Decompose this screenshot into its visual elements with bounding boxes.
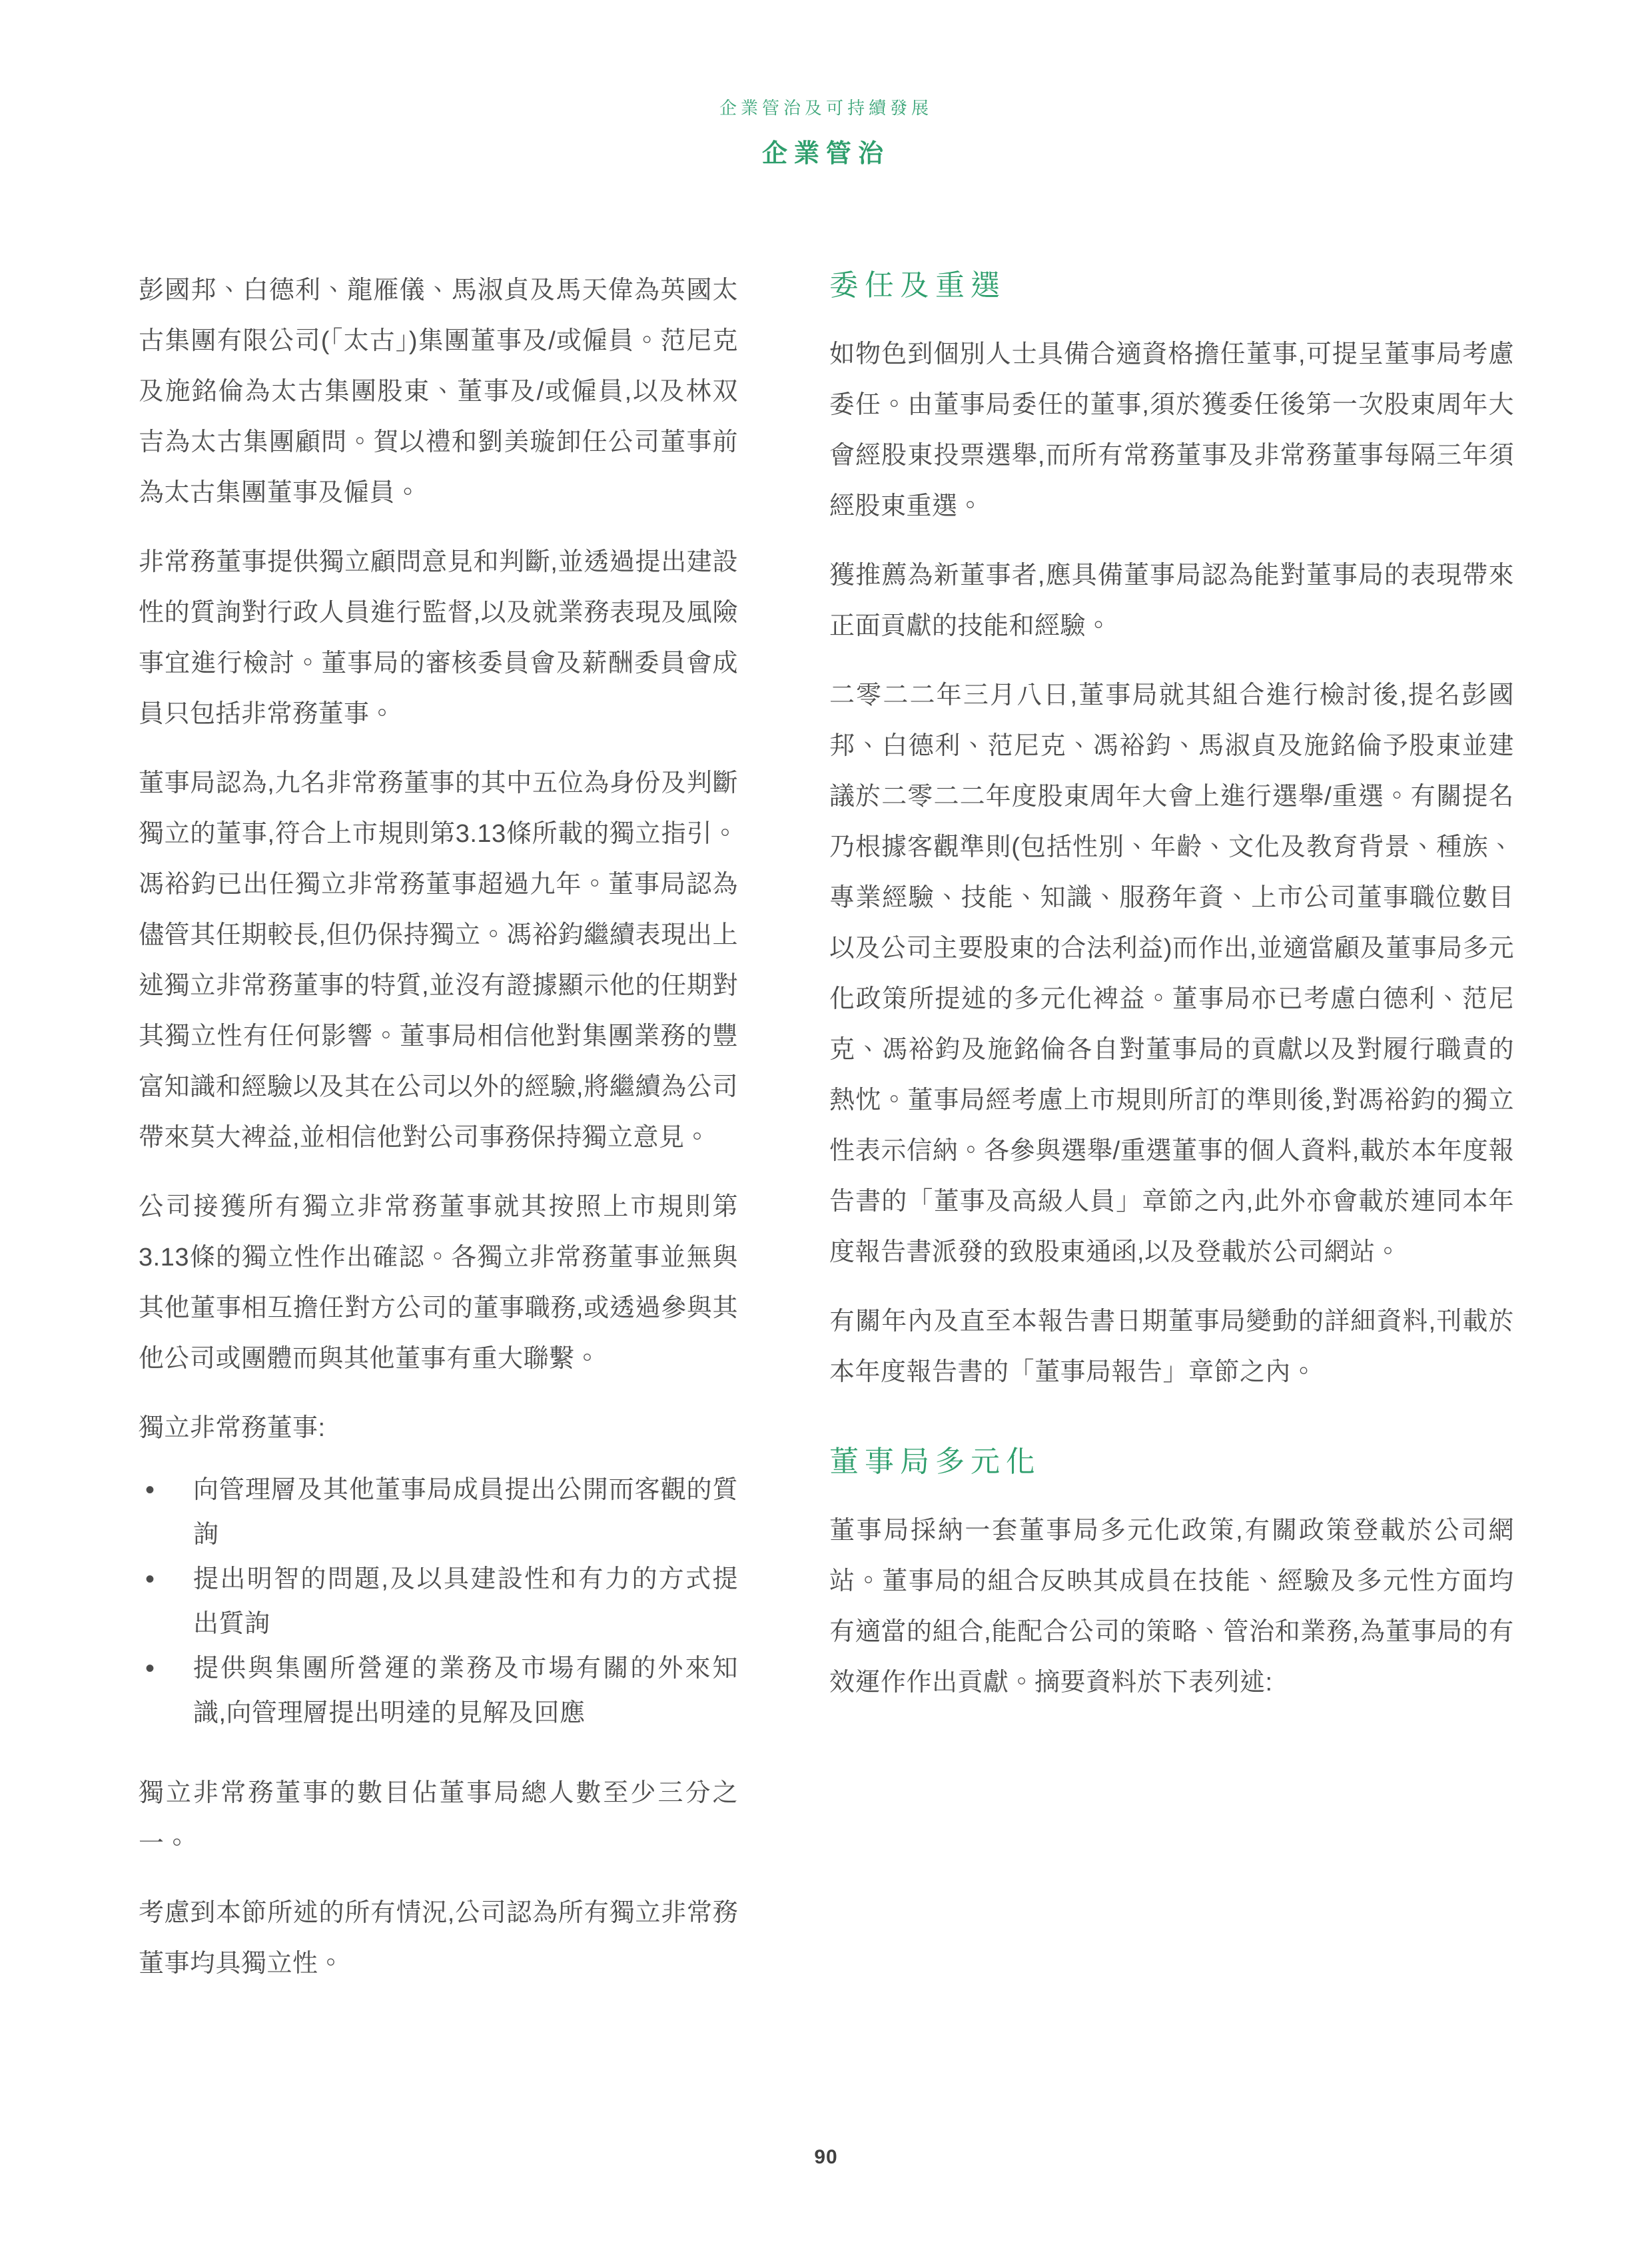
left-column	[139, 265, 738, 2008]
section-breadcrumb: 企業管治及可持續發展	[719, 98, 933, 118]
page-footer	[0, 2146, 1652, 2169]
ined-list-label: 獨立非常務董事:	[139, 1414, 326, 1442]
page-title: 企業管治	[761, 140, 890, 168]
heading-appointment-reelection: 委任及重選	[829, 269, 1006, 302]
page-header	[0, 95, 1652, 169]
paragraph-nomination-2022: 二零二二年三月八日,董事局就其組合進行檢討後,提名彭國邦、白德利、范尼克、馮裕鈞、馬淑貞及施銘倫予股東並建議於二零二二年度股東周年大會上進行選舉/重選。有關提名乃根據客觀準則(包括性別、年齡、文化及教育背景、種族、專業經驗、技能、知識、服務年資、上市公司董事職位數目以及公司主要股東的合法利益)而作出,並適當顧及董事局多元化政策所提述的多元化裨益。董事局亦已考慮白德利、范尼克、馮裕鈞及施銘倫各自對董事局的貢獻以及對履行職責的熱忱。董事局經考慮上市規則所訂的準則後,對馮裕鈞的獨立性表示信納。各參與選舉/重選董事的個人資料,載於本年度報告書的「董事及高級人員」章節之內,此外亦會載於連同本年度報告書派發的致股東通函,以及登載於公司網站。	[829, 681, 1514, 1266]
ined-duties-list	[139, 1468, 738, 1736]
paragraph-independence-assessment: 董事局認為,九名非常務董事的其中五位為身份及判斷獨立的董事,符合上市規則第3.13條所載的獨立指引。馮裕鈞已出任獨立非常務董事超過九年。董事局認為儘管其任期較長,但仍保持獨立。馮裕鈞繼續表現出上述獨立非常務董事的特質,並沒有證據顯示他的任期對其獨立性有任何影響。董事局相信他對集團業務的豐富知識和經驗以及其在公司以外的經驗,將繼續為公司帶來莫大裨益,並相信他對公司事務保持獨立意見。	[139, 769, 738, 1152]
paragraph-new-director-criteria: 獲推薦為新董事者,應具備董事局認為能對董事局的表現帶來正面貢獻的技能和經驗。	[829, 561, 1514, 640]
paragraph-ined-ratio: 獨立非常務董事的數目佔董事局總人數至少三分之一。	[139, 1779, 738, 1858]
paragraph-independence-conclusion: 考慮到本節所述的所有情況,公司認為所有獨立非常務董事均具獨立性。	[139, 1899, 738, 1978]
list-item: • 提供與集團所營運的業務及市場有關的外來知識,向管理層提出明達的見解及回應	[139, 1647, 738, 1736]
right-column	[829, 265, 1514, 2008]
paragraph-independence-confirmation: 公司接獲所有獨立非常務董事就其按照上市規則第3.13條的獨立性作出確認。各獨立非常務董事並無與其他董事相互擔任對方公司的董事職務,或透過參與其他公司或團體而與其他董事有重大聯繫。	[139, 1193, 738, 1373]
paragraph-appointment-process: 如物色到個別人士具備合適資格擔任董事,可提呈董事局考慮委任。由董事局委任的董事,須於獲委任後第一次股東周年大會經股東投票選舉,而所有常務董事及非常務董事每隔三年須經股東重選。	[829, 340, 1514, 520]
paragraph-directors-affiliation: 彭國邦、白德利、龍雁儀、馬淑貞及馬天偉為英國太古集團有限公司(「太古」)集團董事及/或僱員。范尼克及施銘倫為太古集團股東、董事及/或僱員,以及林双吉為太古集團顧問。賀以禮和劉美璇卸任公司董事前為太古集團董事及僱員。	[139, 276, 738, 507]
paragraph-ned-role: 非常務董事提供獨立顧問意見和判斷,並透過提出建設性的質詢對行政人員進行監督,以及就業務表現及風險事宜進行檢討。董事局的審核委員會及薪酬委員會成員只包括非常務董事。	[139, 548, 738, 728]
page-number: 90	[814, 2146, 838, 2168]
list-item: • 向管理層及其他董事局成員提出公開而客觀的質詢	[139, 1468, 738, 1557]
heading-board-diversity: 董事局多元化	[829, 1445, 1041, 1478]
two-column-body	[139, 265, 1514, 2008]
paragraph-board-changes-reference: 有關年內及直至本報告書日期董事局變動的詳細資料,刊載於本年度報告書的「董事局報告」章節之內。	[829, 1308, 1514, 1386]
paragraph-diversity-policy: 董事局採納一套董事局多元化政策,有關政策登載於公司網站。董事局的組合反映其成員在技能、經驗及多元性方面均有適當的組合,能配合公司的策略、管治和業務,為董事局的有效運作作出貢獻。摘要資料於下表列述:	[829, 1517, 1514, 1696]
list-item: • 提出明智的問題,及以具建設性和有力的方式提出質詢	[139, 1557, 738, 1647]
